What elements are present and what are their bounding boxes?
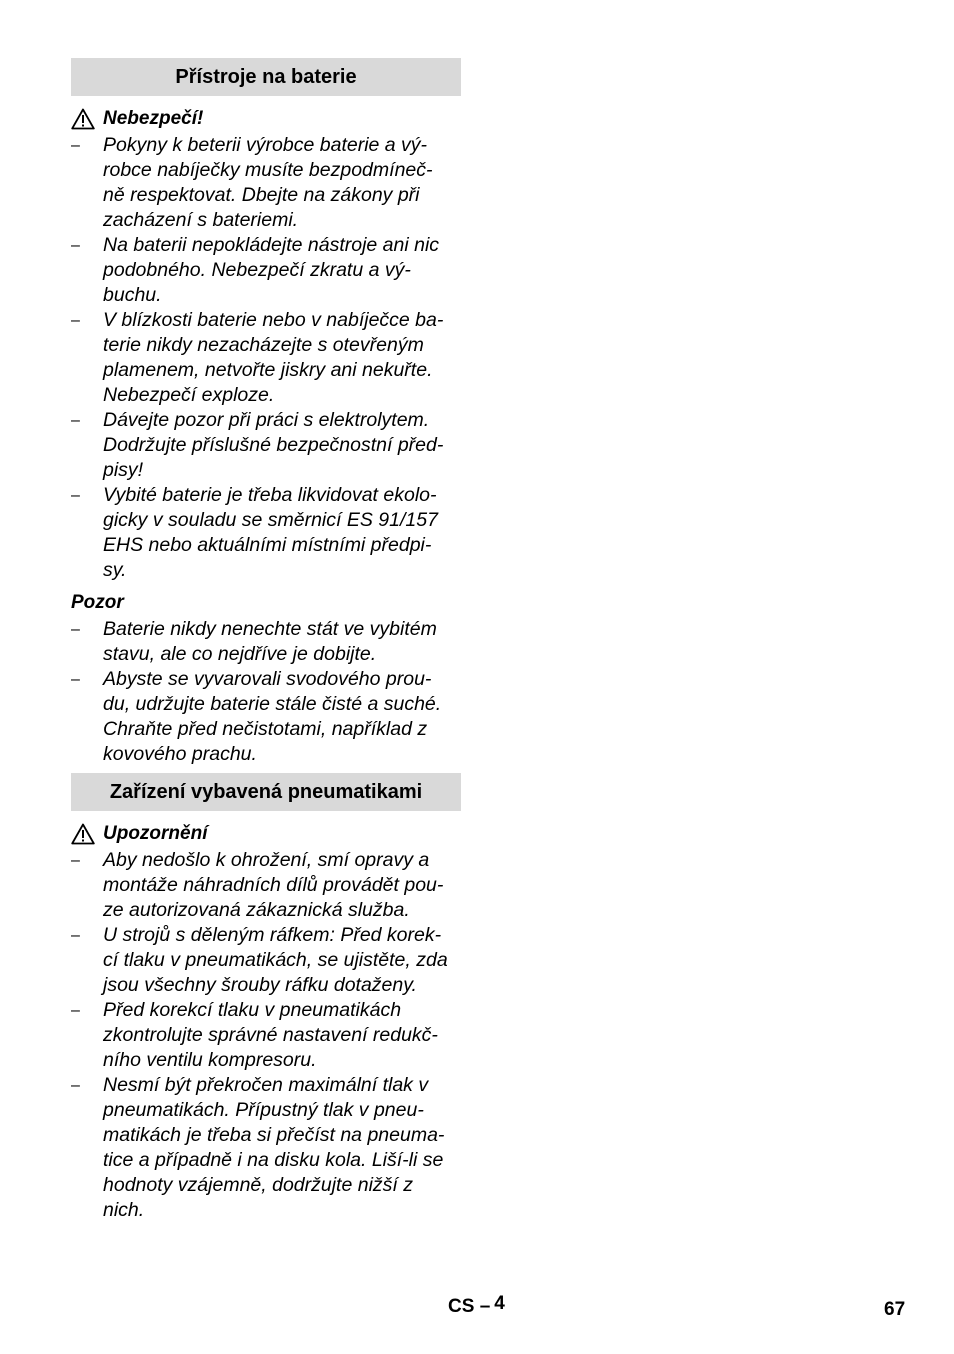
list-item — [71, 848, 461, 923]
page-column — [71, 58, 461, 1223]
list-item-text: U strojů s děleným ráfkem: Před korek- cí tlaku v pneumatikách, se ujistěte, zda jsou všechny šrouby ráfku dotaženy. — [103, 924, 448, 996]
list-item-text: Abyste se vyvarovali svodového prou- du, udržujte baterie stále čisté a suché. Chraňte před nečistotami, například z kovového prachu. — [103, 668, 442, 765]
list-item — [71, 308, 461, 408]
caution-label: Pozor — [71, 592, 124, 613]
footer-language: CS — [448, 1296, 475, 1317]
danger-list — [71, 133, 461, 583]
list-item-text: Nesmí být překročen maximální tlak v pneumatikách. Přípustný tlak v pneu- matikách je třeba si přečíst na pneuma- tice a případně i na disku kola. Liší-li se hodnoty vzájemně, dodržujte nižší z nich. — [103, 1074, 445, 1221]
list-dash: – — [71, 412, 80, 429]
list-item-text: Vybité baterie je třeba likvidovat ekolo- gicky v souladu se směrnicí ES 91/157 EHS nebo aktuálními místními předpi- sy. — [103, 484, 438, 581]
danger-label-text: Nebezpečí! — [103, 108, 204, 129]
caution-list — [71, 617, 461, 767]
footer-sub-page: 4 — [494, 1293, 505, 1314]
notice-list — [71, 848, 461, 1223]
danger-label — [71, 106, 461, 131]
list-item-text: Dávejte pozor při práci s elektrolytem. Dodržujte příslušné bezpečnostní před- pisy! — [103, 409, 444, 481]
list-dash: – — [71, 137, 80, 154]
list-item — [71, 923, 461, 998]
list-dash: – — [71, 312, 80, 329]
footer-section-code — [448, 1293, 505, 1318]
warning-triangle-icon — [71, 108, 95, 130]
list-item — [71, 617, 461, 667]
section-heading-batteries: Přístroje na baterie — [71, 58, 461, 96]
list-item-text: Před korekcí tlaku v pneumatikách zkontrolujte správné nastavení redukč- ního ventilu kompresoru. — [103, 999, 438, 1071]
list-item-text: V blízkosti baterie nebo v nabíječce ba- terie nikdy nezacházejte s otevřeným plamenem, netvořte jiskry ani nekuřte. Nebezpečí exploze. — [103, 309, 444, 406]
list-dash: – — [71, 237, 80, 254]
page-number: 67 — [884, 1299, 906, 1320]
list-item — [71, 483, 461, 583]
list-item — [71, 667, 461, 767]
list-item-text: Na baterii nepokládejte nástroje ani nic podobného. Nebezpečí zkratu a vý- buchu. — [103, 234, 440, 306]
list-item — [71, 1073, 461, 1223]
list-dash: – — [71, 1002, 80, 1019]
list-item — [71, 408, 461, 483]
list-item — [71, 233, 461, 308]
list-item-text: Baterie nikdy nenechte stát ve vybitém stavu, ale co nejdříve je dobijte. — [103, 618, 437, 665]
list-item — [71, 133, 461, 233]
list-dash: – — [71, 621, 80, 638]
list-dash: – — [71, 852, 80, 869]
list-dash: – — [71, 671, 80, 688]
list-dash: – — [71, 927, 80, 944]
notice-label — [71, 821, 461, 846]
list-dash: – — [71, 487, 80, 504]
section-heading-tyres: Zařízení vybavená pneumatikami — [71, 773, 461, 811]
list-item — [71, 998, 461, 1073]
notice-label-text: Upozornění — [103, 823, 208, 844]
warning-triangle-icon — [71, 823, 95, 845]
list-item-text: Aby nedošlo k ohrožení, smí opravy a montáže náhradních dílů provádět pou- ze autorizovaná zákaznická služba. — [103, 849, 444, 921]
list-item-text: Pokyny k beterii výrobce baterie a vý- robce nabíječky musíte bezpodmíneč- ně respektovat. Dbejte na zákony při zacházení s bateriemi. — [103, 134, 433, 231]
footer-separator: – — [479, 1296, 491, 1317]
list-dash: – — [71, 1077, 80, 1094]
